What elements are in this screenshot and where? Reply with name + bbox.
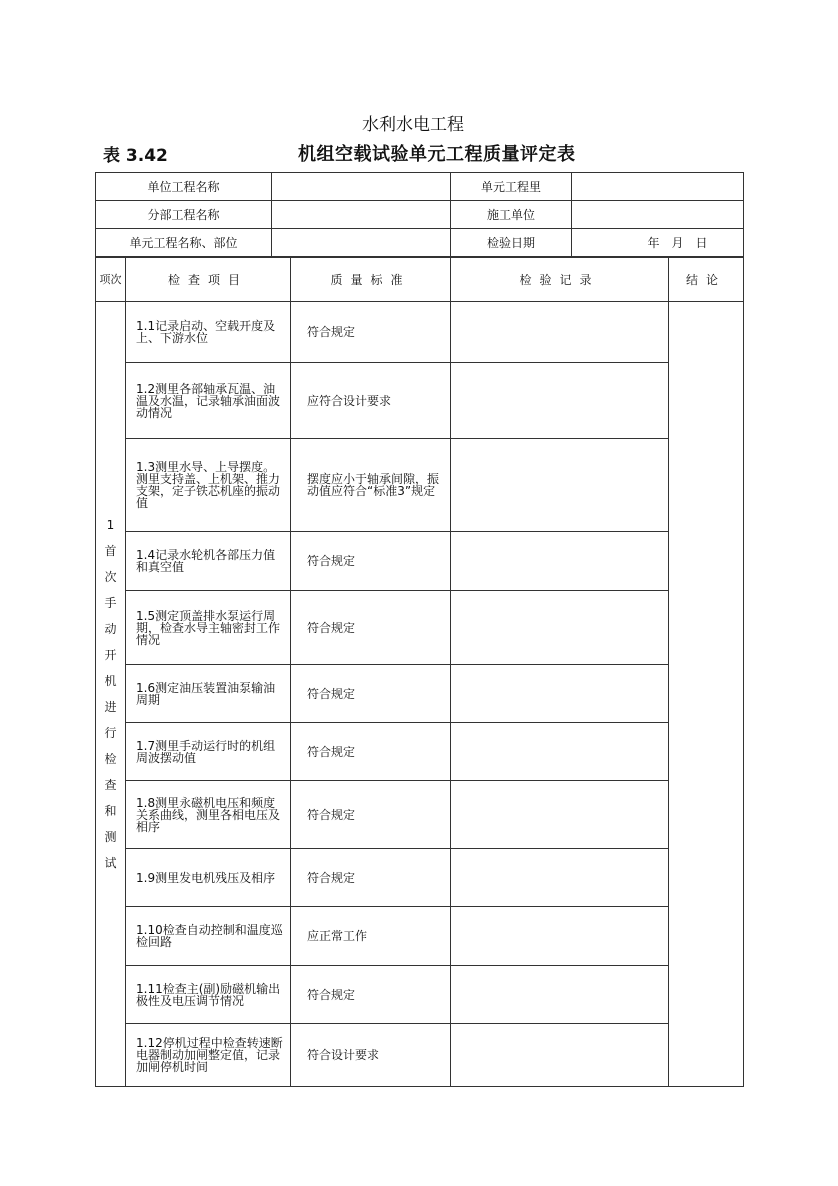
inspection-record-field[interactable] <box>451 849 669 907</box>
inspection-record-field[interactable] <box>451 532 669 591</box>
check-item: 1.4记录水轮机各部压力值和真空值 <box>126 532 291 591</box>
quality-standard: 符合规定 <box>291 781 451 849</box>
table-row <box>96 591 744 665</box>
contractor-label: 施工单位 <box>451 201 572 229</box>
inspection-date-field[interactable]: 年 月 日 <box>572 229 744 257</box>
inspection-table <box>95 257 744 1087</box>
quality-standard: 符合规定 <box>291 665 451 723</box>
table-row <box>96 907 744 966</box>
check-item: 1.6测定油压装置油泵输油周期 <box>126 665 291 723</box>
info-row <box>96 229 744 257</box>
table-row <box>96 363 744 439</box>
check-item: 1.5测定顶盖排水泵运行周期，检查水导主轴密封工作情况 <box>126 591 291 665</box>
quality-standard: 符合规定 <box>291 966 451 1024</box>
table-row <box>96 849 744 907</box>
column-header-conclusion: 结论 <box>669 258 744 302</box>
inspection-record-field[interactable] <box>451 966 669 1024</box>
check-item: 1.8测里永磁机电压和频度关系曲线，测里各相电压及相序 <box>126 781 291 849</box>
table-row <box>96 966 744 1024</box>
unit-project-name-label: 单位工程名称 <box>96 173 272 201</box>
contractor-field[interactable] <box>572 201 744 229</box>
check-item: 1.3测里水导、上导摆度。测里支持盖、上机架、推力支架，定子铁芯机座的振动值 <box>126 439 291 532</box>
table-row <box>96 781 744 849</box>
inspection-record-field[interactable] <box>451 591 669 665</box>
column-header-index: 项次 <box>96 258 126 302</box>
subtitle-text: 水利水电工程 <box>362 115 464 135</box>
inspection-record-field[interactable] <box>451 363 669 439</box>
group-label <box>96 302 126 1087</box>
column-header-row <box>96 258 744 302</box>
table-number: 表 3.42 <box>103 146 168 166</box>
check-item: 1.9测里发电机残压及相序 <box>126 849 291 907</box>
quality-standard: 符合规定 <box>291 849 451 907</box>
group-title: 首次手动开机进行检查和测试 <box>104 544 117 870</box>
table-row <box>96 665 744 723</box>
table-row <box>96 1024 744 1087</box>
quality-standard: 符合规定 <box>291 302 451 363</box>
column-header-item: 检查项目 <box>126 258 291 302</box>
inspection-record-field[interactable] <box>451 439 669 532</box>
quality-standard: 符合规定 <box>291 591 451 665</box>
sub-project-name-field[interactable] <box>272 201 451 229</box>
inspection-record-field[interactable] <box>451 781 669 849</box>
element-name-label: 单元工程名称、部位 <box>96 229 272 257</box>
check-item: 1.7测里手动运行时的机组周波摆动值 <box>126 723 291 781</box>
group-number: 1 <box>106 518 115 532</box>
inspection-date-label: 检验日期 <box>451 229 572 257</box>
check-item: 1.10检查自动控制和温度巡检回路 <box>126 907 291 966</box>
table-row <box>96 723 744 781</box>
inspection-record-field[interactable] <box>451 665 669 723</box>
table-row <box>96 302 744 363</box>
info-row <box>96 173 744 201</box>
quality-standard: 应符合设计要求 <box>291 363 451 439</box>
element-project-qty-label: 单元工程里 <box>451 173 572 201</box>
table-row <box>96 439 744 532</box>
check-item: 1.12停机过程中检查转速断电器制动加闸整定值，记录加闸停机时间 <box>126 1024 291 1087</box>
column-header-standard: 质量标准 <box>291 258 451 302</box>
check-item: 1.2测里各部轴承瓦温、油温及水温，记录轴承油面波动情况 <box>126 363 291 439</box>
quality-standard: 符合设计要求 <box>291 1024 451 1087</box>
conclusion-field[interactable] <box>669 302 744 1087</box>
check-item: 1.11检查主(副)励磁机输出极性及电压调节情况 <box>126 966 291 1024</box>
info-row <box>96 201 744 229</box>
element-project-qty-field[interactable] <box>572 173 744 201</box>
quality-standard: 摆度应小于轴承间隙，振动值应符合“标准3”规定 <box>291 439 451 532</box>
inspection-record-field[interactable] <box>451 1024 669 1087</box>
inspection-record-field[interactable] <box>451 907 669 966</box>
document-title: 机组空载试验单元工程质量评定表 <box>298 144 576 165</box>
inspection-record-field[interactable] <box>451 302 669 363</box>
quality-standard: 符合规定 <box>291 723 451 781</box>
table-row <box>96 532 744 591</box>
element-name-field[interactable] <box>272 229 451 257</box>
unit-project-name-field[interactable] <box>272 173 451 201</box>
inspection-record-field[interactable] <box>451 723 669 781</box>
info-table <box>95 172 744 257</box>
sub-project-name-label: 分部工程名称 <box>96 201 272 229</box>
check-item: 1.1记录启动、空载开度及上、下游水位 <box>126 302 291 363</box>
quality-standard: 应正常工作 <box>291 907 451 966</box>
quality-standard: 符合规定 <box>291 532 451 591</box>
column-header-record: 检验记录 <box>451 258 669 302</box>
